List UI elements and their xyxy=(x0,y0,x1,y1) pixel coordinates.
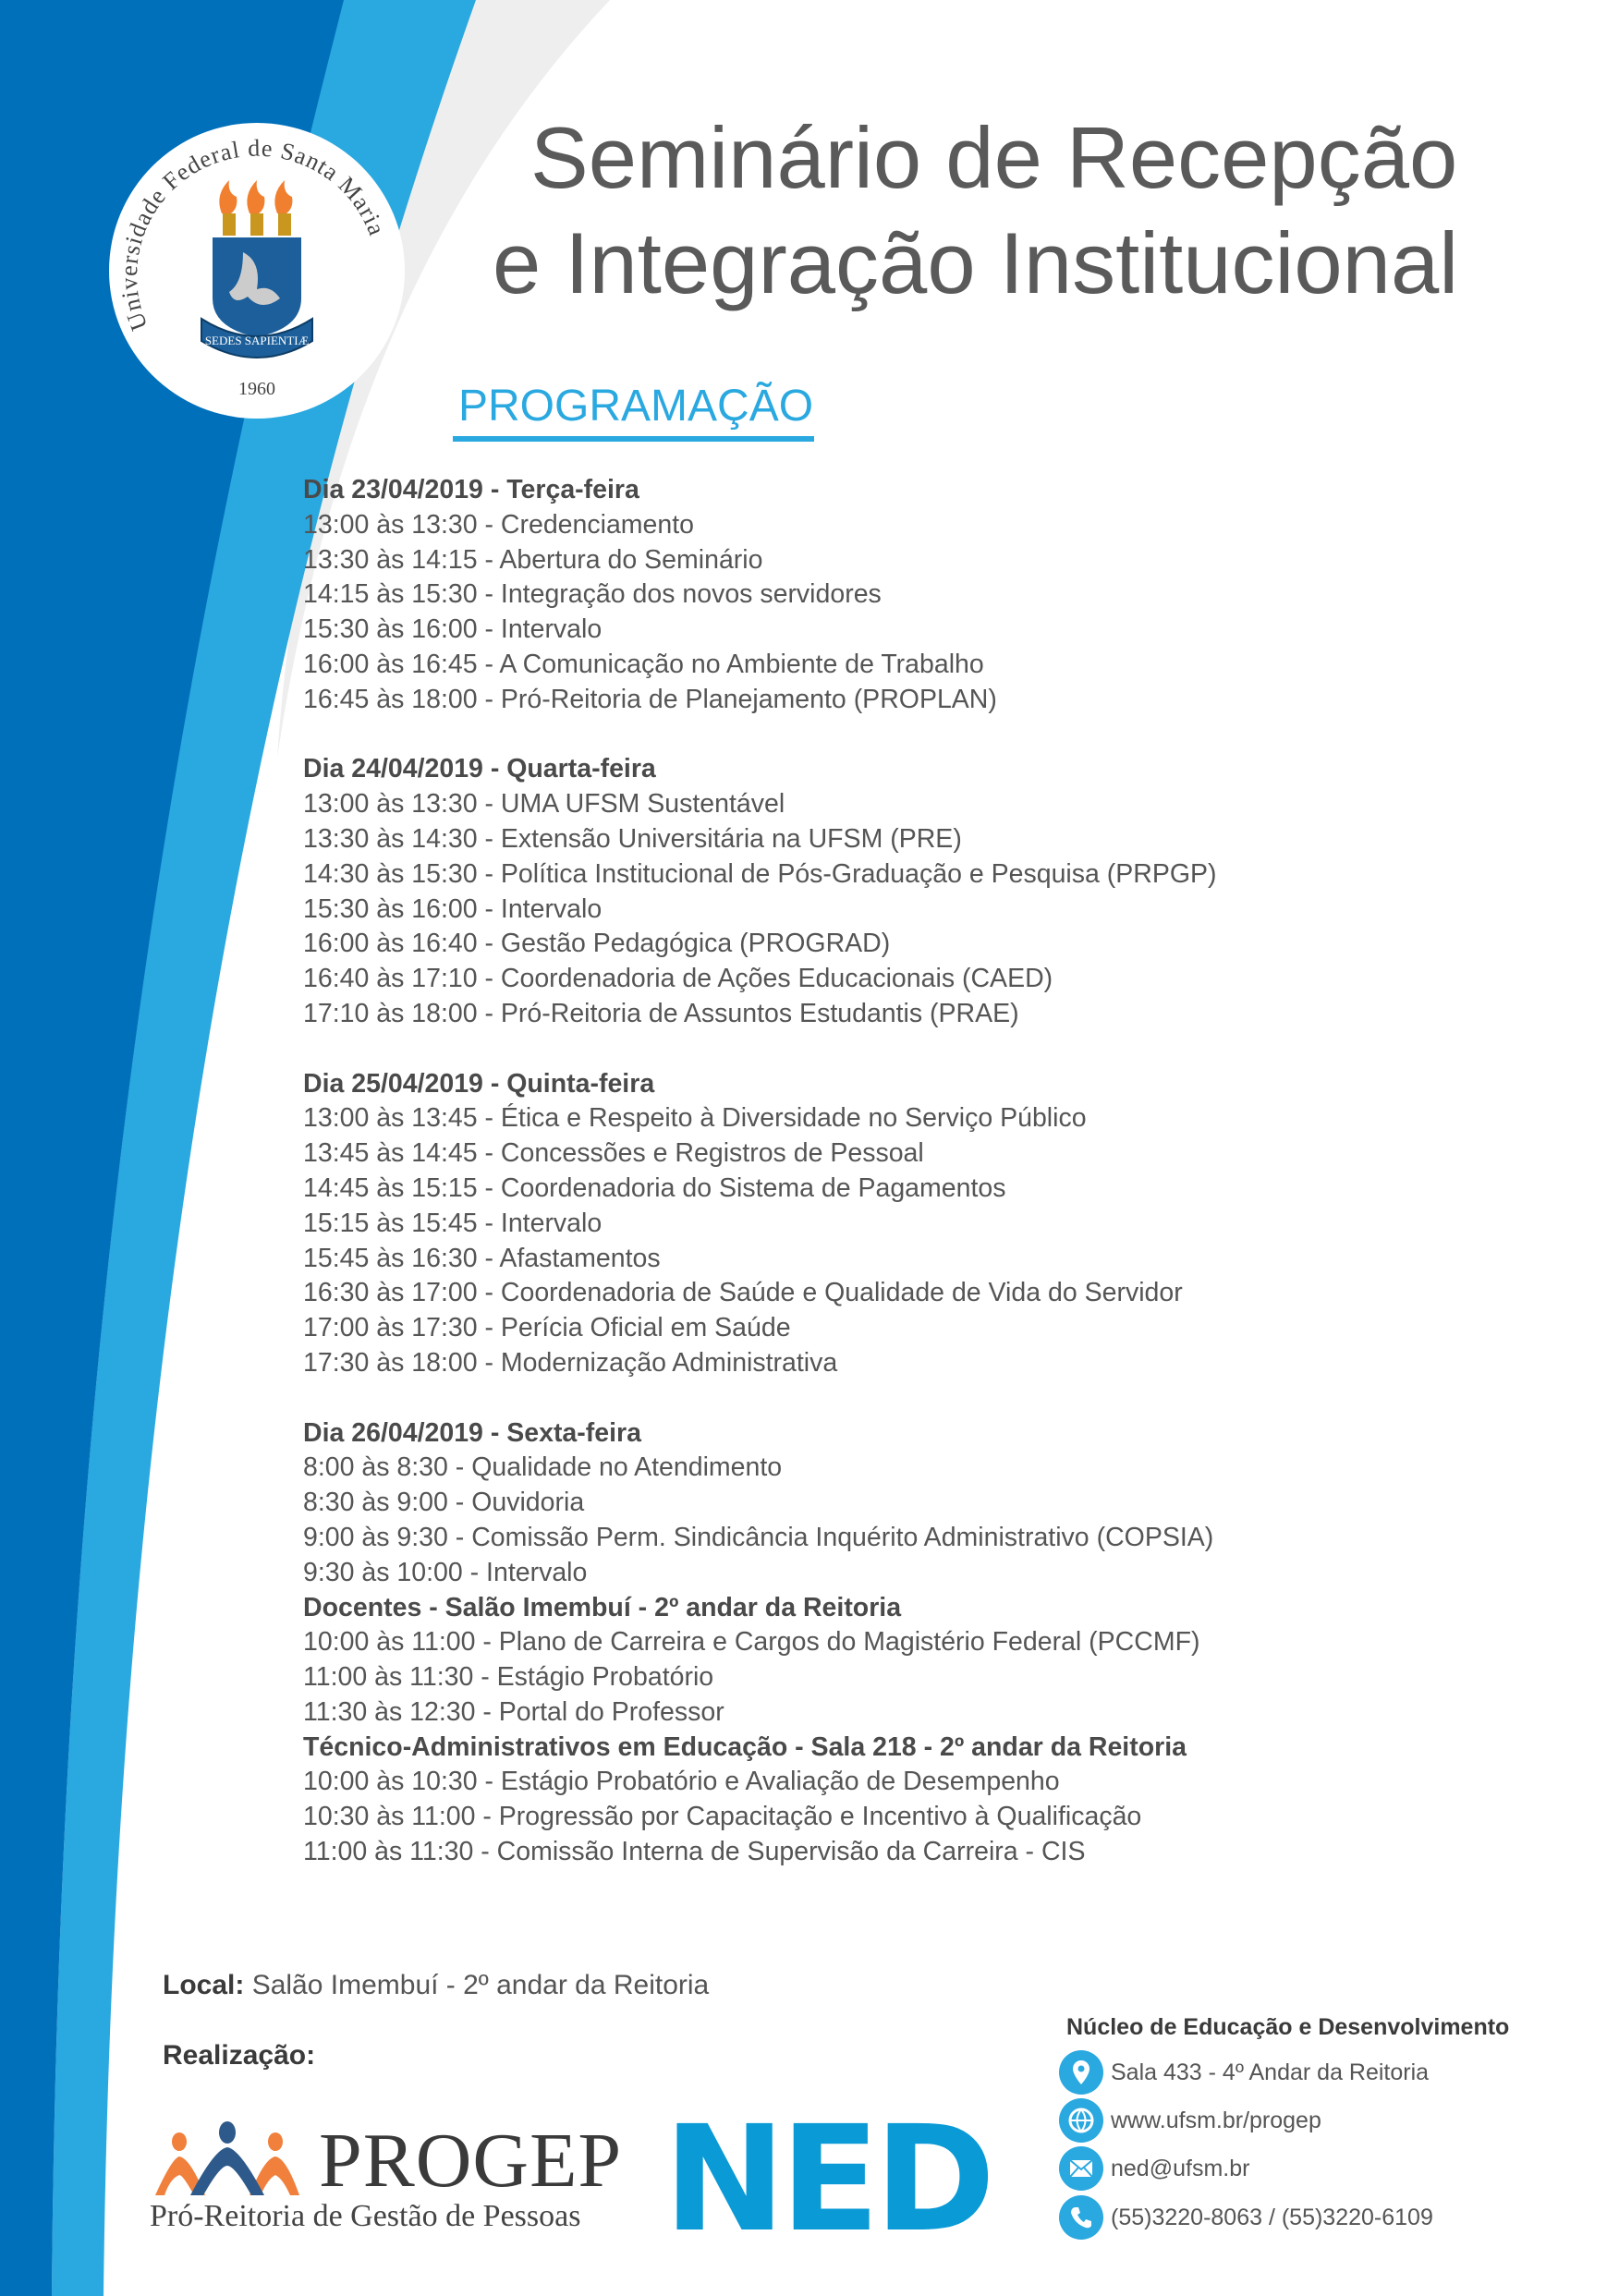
contact-heading: Núcleo de Educação e Desenvolvimento xyxy=(1066,2014,1510,2040)
schedule-item: 9:30 às 10:00 - Intervalo xyxy=(303,1557,588,1587)
schedule-item: 11:30 às 12:30 - Portal do Professor xyxy=(303,1696,724,1727)
phone-icon xyxy=(1059,2195,1103,2240)
contact-address-text: Sala 433 - 4º Andar da Reitoria xyxy=(1111,2059,1430,2085)
schedule-item: 17:00 às 17:30 - Perícia Oficial em Saúde xyxy=(303,1313,791,1343)
schedule-item: 16:45 às 18:00 - Pró-Reitoria de Planejamento (PROPLAN) xyxy=(303,684,997,714)
contact-website[interactable] xyxy=(1059,2098,1321,2143)
seal-year: 1960 xyxy=(238,379,275,399)
event-location xyxy=(163,1970,709,2001)
schedule-item: 13:30 às 14:15 - Abertura do Seminário xyxy=(303,544,763,575)
location-label: Local: xyxy=(163,1970,245,2000)
schedule-item: 15:30 às 16:00 - Intervalo xyxy=(303,614,603,645)
schedule-item: 14:30 às 15:30 - Política Institucional de Pós-Graduação e Pesquisa (PRPGP) xyxy=(303,858,1217,889)
schedule-item: 16:40 às 17:10 - Coordenadoria de Ações Educacionais (CAED) xyxy=(303,964,1053,994)
schedule-item: 14:15 às 15:30 - Integração dos novos servidores xyxy=(303,579,882,610)
schedule-item: 8:00 às 8:30 - Qualidade no Atendimento xyxy=(303,1452,783,1483)
schedule-item: 13:00 às 13:30 - Credenciamento xyxy=(303,509,695,540)
schedule-item: 10:00 às 11:00 - Plano de Carreira e Cargos do Magistério Federal (PCCMF) xyxy=(303,1627,1200,1658)
contact-email[interactable] xyxy=(1059,2146,1249,2191)
progep-subtitle: Pró-Reitoria de Gestão de Pessoas xyxy=(150,2199,581,2233)
section-title: PROGRAMAÇÃO xyxy=(458,382,814,431)
day-header: Dia 23/04/2019 - Terça-feira xyxy=(303,475,639,504)
schedule-item: 9:00 às 9:30 - Comissão Perm. Sindicância Inquérito Administrativo (COPSIA) xyxy=(303,1522,1214,1552)
ufsm-seal-logo xyxy=(109,123,405,419)
title-line-1: Seminário de Recepção xyxy=(530,109,1458,206)
schedule-item: 11:00 às 11:30 - Comissão Interna de Supervisão da Carreira - CIS xyxy=(303,1837,1086,1867)
schedule-item: 10:30 às 11:00 - Progressão por Capacitação e Incentivo à Qualificação xyxy=(303,1802,1142,1832)
progep-logo-text: PROGEP xyxy=(319,2118,623,2204)
schedule-item: 17:10 às 18:00 - Pró-Reitoria de Assuntos Estudantis (PRAE) xyxy=(303,998,1019,1028)
schedule-item: 13:30 às 14:30 - Extensão Universitária na UFSM (PRE) xyxy=(303,823,962,854)
day-2 xyxy=(303,752,1217,1031)
location-value: Salão Imembuí - 2º andar da Reitoria xyxy=(244,1970,710,2000)
schedule-item: 16:30 às 17:00 - Coordenadoria de Saúde e Qualidade de Vida do Servidor xyxy=(303,1278,1183,1308)
day-1 xyxy=(303,473,1217,718)
schedule-item: 16:00 às 16:40 - Gestão Pedagógica (PROGRAD) xyxy=(303,929,891,959)
schedule-item: 13:45 às 14:45 - Concessões e Registros de Pessoal xyxy=(303,1138,924,1169)
group-header-docentes: Docentes - Salão Imembuí - 2º andar da Reitoria xyxy=(303,1592,902,1622)
day-header: Dia 25/04/2019 - Quinta-feira xyxy=(303,1068,655,1099)
realizacao-label: Realização: xyxy=(163,2040,316,2071)
schedule-item: 16:00 às 16:45 - A Comunicação no Ambiente de Trabalho xyxy=(303,649,984,679)
schedule-item: 14:45 às 15:15 - Coordenadoria do Sistema de Pagamentos xyxy=(303,1172,1006,1203)
schedule xyxy=(303,473,1217,1870)
schedule-item: 11:00 às 11:30 - Estágio Probatório xyxy=(303,1662,714,1693)
day-3 xyxy=(303,1067,1217,1381)
envelope-icon xyxy=(1059,2146,1103,2191)
schedule-item: 13:00 às 13:30 - UMA UFSM Sustentável xyxy=(303,789,785,820)
map-pin-icon xyxy=(1059,2050,1103,2095)
seal-motto: SEDES SAPIENTIÆ xyxy=(204,334,310,347)
day-header: Dia 26/04/2019 - Sexta-feira xyxy=(303,1417,641,1448)
progep-people-icon xyxy=(153,2121,301,2199)
globe-icon xyxy=(1059,2098,1103,2143)
schedule-item: 15:30 às 16:00 - Intervalo xyxy=(303,893,603,924)
schedule-item: 10:00 às 10:30 - Estágio Probatório e Avaliação de Desempenho xyxy=(303,1767,1060,1797)
contact-phone xyxy=(1059,2195,1433,2240)
torch-icons xyxy=(219,180,292,236)
schedule-item: 17:30 às 18:00 - Modernização Administrativa xyxy=(303,1347,838,1378)
schedule-item: 15:45 às 16:30 - Afastamentos xyxy=(303,1243,661,1273)
section-title-underline xyxy=(453,436,814,442)
contact-phone-text: (55)3220-8063 / (55)3220-6109 xyxy=(1111,2204,1433,2230)
day-4 xyxy=(303,1416,1217,1870)
contact-address xyxy=(1059,2050,1429,2095)
schedule-item: 13:00 às 13:45 - Ética e Respeito à Diversidade no Serviço Público xyxy=(303,1103,1087,1134)
day-header: Dia 24/04/2019 - Quarta-feira xyxy=(303,754,656,784)
title-line-2: e Integração Institucional xyxy=(493,214,1459,311)
schedule-item: 8:30 às 9:00 - Ouvidoria xyxy=(303,1488,585,1518)
seal-ring-text: Universidade Federal de Santa Maria xyxy=(115,134,391,334)
contact-email-link[interactable]: ned@ufsm.br xyxy=(1111,2155,1250,2181)
schedule-item: 15:15 às 15:45 - Intervalo xyxy=(303,1208,603,1238)
contact-website-link[interactable]: www.ufsm.br/progep xyxy=(1111,2107,1321,2133)
group-header-tecnicos: Técnico-Administrativos em Educação - Sala 218 - 2º andar da Reitoria xyxy=(303,1731,1187,1762)
ned-logo: NED xyxy=(663,2095,991,2265)
